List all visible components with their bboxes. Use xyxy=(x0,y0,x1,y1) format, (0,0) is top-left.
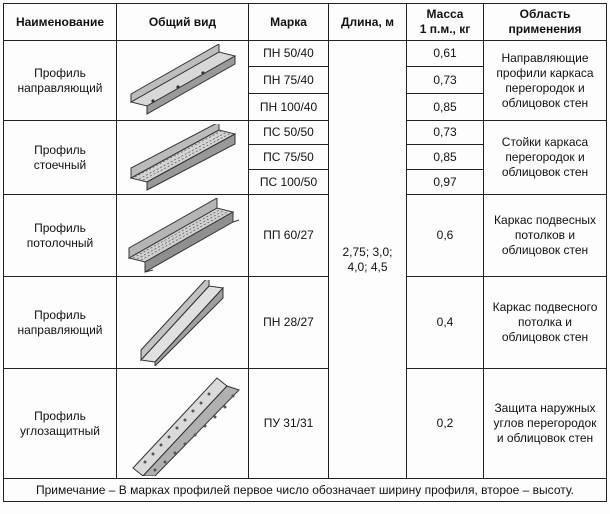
mass-cell: 0,4 xyxy=(407,277,484,369)
mass-cell: 0,73 xyxy=(407,67,484,94)
length-cell xyxy=(329,41,407,479)
area-line: перегородок и xyxy=(505,150,585,164)
mark-cell: ПН 50/40 xyxy=(249,41,329,67)
header-mass-line1: Масса xyxy=(426,7,464,21)
mark-cell: ПС 75/50 xyxy=(249,145,329,170)
area-line: перегородок и xyxy=(505,80,585,95)
header-mass xyxy=(407,4,484,41)
group-1-name-line1: Профиль xyxy=(34,65,86,80)
group-2-name xyxy=(4,121,117,195)
area-line: Каркас подвесных xyxy=(494,213,596,227)
group-2-name-line1: Профиль xyxy=(34,142,86,157)
area-line: Каркас подвесного xyxy=(492,300,598,314)
header-name: Наименование xyxy=(4,4,117,41)
area-line: и облицовок стен xyxy=(496,431,594,445)
group-5-area xyxy=(484,369,607,479)
area-line: облицовок стен xyxy=(501,95,589,110)
guide-profile-icon xyxy=(123,44,243,118)
group-4-name xyxy=(4,277,117,369)
mark-cell: ПН 28/27 xyxy=(249,277,329,369)
area-line: облицовок стен xyxy=(501,243,589,257)
ceiling-guide-profile-icon xyxy=(123,280,243,366)
mark-cell: ПП 60/27 xyxy=(249,195,329,277)
group-5-view xyxy=(117,369,249,479)
area-line: потолка и xyxy=(518,315,572,329)
mass-cell: 0,6 xyxy=(407,195,484,277)
area-line: Направляющие xyxy=(501,50,589,65)
mass-cell: 0,73 xyxy=(407,121,484,145)
area-line: облицовок стен xyxy=(501,330,589,344)
table-row xyxy=(4,195,607,277)
corner-profile-icon xyxy=(123,372,243,476)
mark-cell: ПУ 31/31 xyxy=(249,369,329,479)
mass-cell: 0,85 xyxy=(407,145,484,170)
header-mass-line2: 1 п.м., кг xyxy=(419,22,471,36)
area-line: профили каркаса xyxy=(496,65,594,80)
group-3-name-line2: потолочный xyxy=(26,235,94,250)
group-3-name xyxy=(4,195,117,277)
note-row xyxy=(4,479,607,502)
group-5-name-line1: Профиль xyxy=(34,408,86,423)
group-1-name-line2: направляющий xyxy=(17,80,103,95)
header-length: Длина, м xyxy=(329,4,407,41)
mark-cell: ПС 100/50 xyxy=(249,170,329,195)
group-2-view xyxy=(117,121,249,195)
mass-cell: 0,97 xyxy=(407,170,484,195)
group-3-area xyxy=(484,195,607,277)
area-line: потолков и xyxy=(514,228,576,242)
ceiling-profile-icon xyxy=(123,198,243,274)
group-1-name xyxy=(4,41,117,121)
mass-cell: 0,85 xyxy=(407,94,484,121)
length-line1: 2,75; 3,0; xyxy=(342,244,393,259)
group-4-view xyxy=(117,277,249,369)
profile-spec-table xyxy=(3,3,607,502)
group-1-area xyxy=(484,41,607,121)
group-4-area xyxy=(484,277,607,369)
area-line: облицовок стен xyxy=(501,165,589,179)
mark-cell: ПС 50/50 xyxy=(249,121,329,145)
stud-profile-icon xyxy=(123,124,243,192)
group-2-name-line2: стоечный xyxy=(33,157,87,172)
mark-cell: ПН 75/40 xyxy=(249,67,329,94)
header-row xyxy=(4,4,607,41)
group-4-name-line2: направляющий xyxy=(17,322,103,337)
table-row xyxy=(4,369,607,479)
area-line: углов перегородок xyxy=(493,416,597,430)
area-line: Стойки каркаса xyxy=(501,135,589,149)
group-1-view xyxy=(117,41,249,121)
header-mark: Марка xyxy=(249,4,329,41)
mass-cell: 0,61 xyxy=(407,41,484,67)
table-row xyxy=(4,41,607,67)
table-row xyxy=(4,277,607,369)
header-area xyxy=(484,4,607,41)
group-5-name-line2: углозащитный xyxy=(20,423,100,438)
group-3-name-line1: Профиль xyxy=(34,220,86,235)
header-area-line2: применения xyxy=(508,22,582,36)
group-5-name xyxy=(4,369,117,479)
length-line2: 4,0; 4,5 xyxy=(347,259,388,274)
note-text: Примечание – В марках профилей первое число обозначает ширину профиля, второе – высоту. xyxy=(4,479,607,502)
header-area-line1: Область xyxy=(519,7,571,21)
group-2-area xyxy=(484,121,607,195)
table-row xyxy=(4,121,607,145)
group-3-view xyxy=(117,195,249,277)
group-4-name-line1: Профиль xyxy=(34,307,86,322)
mass-cell: 0,2 xyxy=(407,369,484,479)
header-view: Общий вид xyxy=(117,4,249,41)
area-line: Защита наружных xyxy=(494,401,596,415)
mark-cell: ПН 100/40 xyxy=(249,94,329,121)
